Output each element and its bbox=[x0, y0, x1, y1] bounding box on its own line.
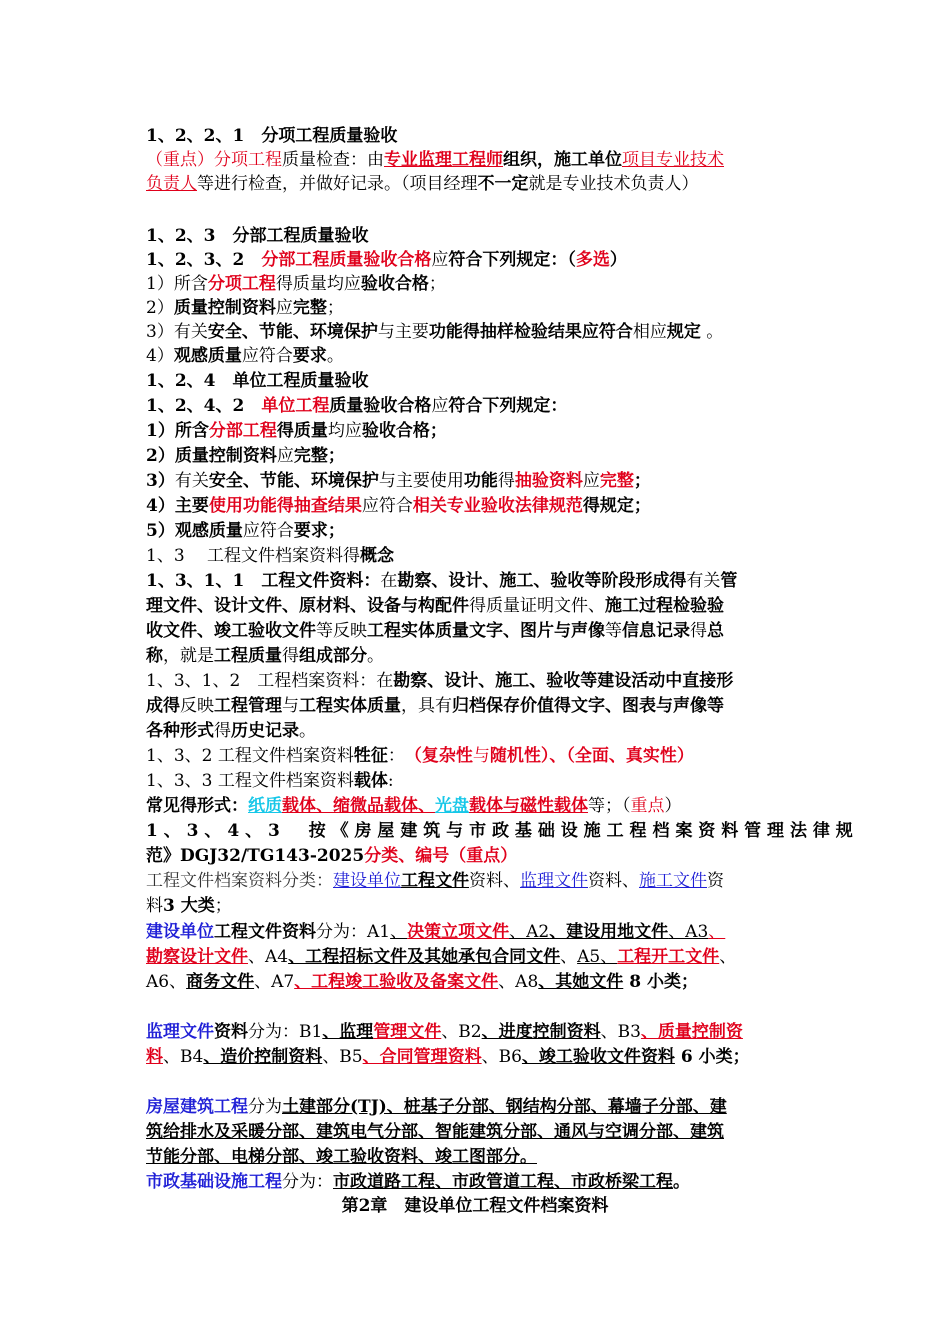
text-segment: 施工文件 bbox=[639, 871, 707, 891]
text-line bbox=[146, 869, 724, 893]
text-segment: 完整 bbox=[293, 446, 328, 466]
text-segment: 商务文件 bbox=[186, 972, 255, 992]
text-segment: 得 bbox=[690, 621, 707, 641]
text-segment: 功能 bbox=[463, 471, 498, 491]
text-segment: 决策立项文件 bbox=[407, 922, 510, 942]
text-line bbox=[146, 769, 394, 793]
text-segment: 5）观感质量 bbox=[146, 521, 243, 541]
text-segment: 。 bbox=[367, 646, 384, 666]
text-line bbox=[146, 172, 699, 196]
text-segment: 理文件、设计文件、原材料、设备与构配件 bbox=[146, 596, 469, 616]
text-segment: 得质量证明文件、 bbox=[469, 596, 605, 616]
text-segment: 、B5 bbox=[322, 1047, 363, 1067]
text-segment: 、工程招标文件及其她承包合同文件 bbox=[288, 947, 561, 967]
text-segment: 得 bbox=[282, 646, 299, 666]
text-segment: 要求 bbox=[293, 521, 328, 541]
text-segment: 分部工程质量验收合格 bbox=[261, 250, 432, 270]
text-segment: 1、2、2、1 分项工程质量验收 bbox=[146, 126, 398, 146]
text-segment: 工程实体质量文字、图片与声像 bbox=[367, 621, 605, 641]
text-segment: 建设单位 bbox=[146, 922, 214, 942]
text-segment: 市政道路工程、市政管道工程、市政桥梁工程 bbox=[333, 1172, 673, 1192]
text-segment: 相应 bbox=[632, 322, 667, 342]
text-segment: 1、3、3 工程文件档案资料 bbox=[146, 771, 354, 791]
text-segment: 光盘 bbox=[435, 796, 469, 816]
text-segment: 要求 bbox=[292, 346, 327, 366]
text-segment: 功能得抽样检验结果 bbox=[428, 322, 582, 342]
text-line bbox=[146, 945, 736, 969]
text-segment: 应符合 bbox=[361, 496, 413, 516]
text-segment: 成得 bbox=[146, 696, 180, 716]
text-segment: 等进行检查，并做好记录。（项目经理 bbox=[197, 174, 478, 194]
text-segment: 组成部分 bbox=[299, 646, 367, 666]
text-segment: 与主要 bbox=[377, 322, 429, 342]
text-segment: 组织， bbox=[503, 150, 554, 170]
text-segment: 在 bbox=[380, 571, 398, 591]
text-segment: 概念 bbox=[360, 546, 395, 566]
text-segment: 1、2、4 单位工程质量验收 bbox=[146, 371, 369, 391]
text-line bbox=[146, 569, 737, 593]
text-line bbox=[146, 694, 724, 718]
text-segment: 工程文件资料 bbox=[214, 922, 316, 942]
text-segment: 单位工程 bbox=[261, 396, 330, 416]
text-segment: 、B3 bbox=[600, 1022, 641, 1042]
text-segment: ） bbox=[664, 796, 682, 816]
text-line bbox=[146, 224, 369, 248]
text-segment: 使用功能得抽查结果 bbox=[208, 496, 362, 516]
text-segment: 。 bbox=[700, 322, 724, 342]
text-line bbox=[146, 1020, 743, 1044]
text-segment: 勘察、设计、施工、验收等建设活动中直接形 bbox=[393, 671, 734, 691]
text-segment: 、 bbox=[390, 922, 408, 942]
text-segment: 专业监理工程师 bbox=[384, 150, 503, 170]
text-segment: 应 bbox=[431, 396, 449, 416]
text-segment: 范》DGJ32/TG143-2025 bbox=[146, 846, 365, 866]
text-segment: （复杂性 bbox=[413, 746, 473, 766]
text-segment: 项目专业技术 bbox=[622, 150, 724, 170]
text-segment: 建设单位 bbox=[333, 871, 401, 891]
text-line bbox=[146, 248, 627, 272]
text-segment: 等 bbox=[605, 621, 622, 641]
text-segment: 6 小类； bbox=[674, 1047, 750, 1067]
text-segment: 应 bbox=[275, 298, 293, 318]
text-segment: 均应 bbox=[327, 421, 362, 441]
text-segment: 、 bbox=[708, 922, 726, 942]
text-segment: 主要 bbox=[174, 496, 209, 516]
text-line bbox=[146, 344, 344, 368]
text-segment: 、A3 bbox=[668, 922, 709, 942]
text-segment: （重点）分项工程 bbox=[146, 150, 282, 170]
text-segment: 负责人 bbox=[146, 174, 197, 194]
text-segment: 分类、编号（重点） bbox=[364, 846, 518, 866]
text-line bbox=[146, 669, 733, 693]
text-segment: 分为：B1 bbox=[248, 1022, 323, 1042]
text-line bbox=[146, 419, 447, 443]
text-segment: 、工程竣工验收及备案文件 bbox=[294, 972, 499, 992]
text-segment: 工程质量 bbox=[214, 646, 282, 666]
text-line bbox=[146, 744, 694, 768]
text-segment: 得质量 bbox=[275, 274, 327, 294]
text-segment: 工程开工文件 bbox=[617, 947, 720, 967]
text-segment: ） bbox=[609, 250, 627, 270]
text-segment: 、A4 bbox=[248, 947, 289, 967]
text-segment: 1、3 工程文件档案资料得 bbox=[146, 546, 361, 566]
text-segment: 、竣工验收文件资料 bbox=[521, 1047, 675, 1067]
text-segment: 应 bbox=[431, 250, 449, 270]
text-line bbox=[146, 844, 517, 868]
text-line bbox=[146, 369, 369, 393]
text-segment: 信息记录 bbox=[622, 621, 690, 641]
text-segment: 观感质量 bbox=[173, 346, 242, 366]
text-segment: 工程实体质量 bbox=[299, 696, 401, 716]
text-segment: 资料、 bbox=[469, 871, 520, 891]
text-segment: 等；（ bbox=[588, 796, 631, 816]
text-segment: ，就是 bbox=[163, 646, 214, 666]
text-segment: 重点 bbox=[630, 796, 665, 816]
text-segment: 资料 bbox=[214, 1022, 248, 1042]
text-segment: 、 bbox=[560, 947, 578, 967]
text-segment: 1 、 3 、 4 、 3 按 《 房 屋 建 筑 与 市 政 基 础 设 施 工 程 档 案 资 料 管 理 法 律 规 bbox=[146, 821, 853, 841]
text-segment: ； bbox=[327, 446, 345, 466]
text-line bbox=[146, 819, 853, 843]
text-segment: 2） bbox=[146, 446, 175, 466]
text-line bbox=[146, 970, 698, 994]
text-segment: 应 bbox=[582, 471, 600, 491]
text-segment: 筑给排水及采暖分部、建筑电气分部、智能建筑分部、通风与空调分部、建筑 bbox=[146, 1122, 724, 1142]
text-line bbox=[146, 894, 232, 918]
text-segment: 1、2、3 分部工程质量验收 bbox=[146, 226, 369, 246]
text-segment: 历史记录 bbox=[231, 721, 299, 741]
text-segment: 施工过程检验验 bbox=[605, 596, 724, 616]
text-line bbox=[146, 1095, 727, 1119]
text-segment: 应符合 bbox=[581, 322, 633, 342]
text-segment: 质量验收合格 bbox=[329, 396, 432, 416]
text-segment: 载体与磁性载体 bbox=[469, 796, 588, 816]
text-segment: 应符合 bbox=[241, 346, 293, 366]
text-segment: 等反映 bbox=[316, 621, 367, 641]
text-segment: 。 bbox=[326, 346, 344, 366]
text-line bbox=[146, 1045, 750, 1069]
text-segment: 管理文件 bbox=[373, 1022, 442, 1042]
text-line bbox=[146, 444, 345, 468]
text-segment: 、 bbox=[600, 947, 618, 967]
text-line bbox=[146, 272, 446, 296]
text-segment: 总 bbox=[707, 621, 724, 641]
text-segment: 称 bbox=[146, 646, 163, 666]
text-line bbox=[146, 544, 394, 568]
text-segment: 1）所含 bbox=[146, 274, 208, 294]
text-line bbox=[146, 469, 651, 493]
text-segment: ； bbox=[326, 298, 344, 318]
text-line bbox=[146, 1120, 724, 1144]
text-segment: 、造价控制资料 bbox=[203, 1047, 323, 1067]
text-segment: 勘察、设计、施工、验收等阶段形成得 bbox=[397, 571, 687, 591]
text-line bbox=[146, 296, 344, 320]
text-segment: 、A7 bbox=[254, 972, 295, 992]
text-line bbox=[146, 519, 345, 543]
text-segment: 有关 bbox=[174, 471, 209, 491]
text-segment: ； bbox=[429, 421, 447, 441]
text-segment: 、 bbox=[719, 947, 737, 967]
text-segment: 。 bbox=[299, 721, 316, 741]
text-segment: 施工单位 bbox=[554, 150, 622, 170]
text-segment: 与主要使用 bbox=[378, 471, 464, 491]
text-segment: 牲征 bbox=[353, 746, 388, 766]
text-segment: 安全、节能、环境保护 bbox=[207, 322, 378, 342]
text-segment: 4） bbox=[146, 496, 175, 516]
text-segment: 验收合格 bbox=[360, 274, 429, 294]
text-segment: 完整 bbox=[599, 471, 634, 491]
text-segment: 工程管理 bbox=[214, 696, 282, 716]
text-segment: 有关 bbox=[686, 571, 721, 591]
text-segment: 1）所含 bbox=[146, 421, 209, 441]
text-segment: 常见得形式： bbox=[146, 796, 248, 816]
text-segment: 多选 bbox=[575, 250, 610, 270]
text-segment: 3 大类 bbox=[163, 896, 215, 916]
text-segment: 分为：A1 bbox=[316, 922, 391, 942]
text-segment: 节能分部、电梯分部、竣工验收资料、竣工图部分。 bbox=[146, 1147, 537, 1167]
text-segment: 、监理 bbox=[322, 1022, 374, 1042]
text-segment: 符合下列规定：（ bbox=[448, 250, 576, 270]
text-segment: 1、3、2 工程文件档案资料 bbox=[146, 746, 354, 766]
text-segment: 、B2 bbox=[441, 1022, 482, 1042]
text-segment: 。 bbox=[673, 1172, 690, 1192]
text-segment: ； bbox=[633, 496, 651, 516]
text-segment: 4） bbox=[146, 346, 174, 366]
text-segment: 符合下列规定： bbox=[448, 396, 568, 416]
text-segment: 、A2 bbox=[509, 922, 550, 942]
text-segment: 就是专业技术负责人） bbox=[528, 174, 699, 194]
text-line bbox=[146, 719, 316, 743]
text-segment: 抽验资料 bbox=[514, 471, 583, 491]
text-segment: 随机性）、（全面、真实性） bbox=[489, 746, 694, 766]
text-segment: 载体 bbox=[353, 771, 388, 791]
text-segment: 验收合格 bbox=[361, 421, 430, 441]
text-segment: 质量控制资料 bbox=[174, 446, 277, 466]
text-segment: ； bbox=[327, 521, 345, 541]
text-segment: 规定 bbox=[666, 322, 701, 342]
text-segment: 得 bbox=[497, 471, 515, 491]
text-segment: 料 bbox=[146, 896, 163, 916]
text-segment: A6、 bbox=[146, 972, 187, 992]
text-segment: 勘察设计文件 bbox=[146, 947, 248, 967]
text-segment: 不一定 bbox=[477, 174, 529, 194]
text-segment: 、B6 bbox=[481, 1047, 522, 1067]
text-segment: 资料、 bbox=[588, 871, 639, 891]
text-segment: 、A8 bbox=[498, 972, 539, 992]
text-segment: 1、3、1、2 工程档案资料：在 bbox=[146, 671, 394, 691]
text-segment: 相关专业验收法律规范 bbox=[412, 496, 583, 516]
chapter-title: 第2章 建设单位工程文件档案资料 bbox=[341, 1196, 609, 1216]
text-segment: 质量控制资料 bbox=[173, 298, 276, 318]
text-segment: 得规定 bbox=[582, 496, 634, 516]
text-segment: 质量检查：由 bbox=[282, 150, 384, 170]
text-line bbox=[146, 619, 724, 643]
text-segment: 均应 bbox=[326, 274, 361, 294]
text-segment: 、B4 bbox=[163, 1047, 204, 1067]
text-line bbox=[146, 124, 397, 148]
text-segment: 、合同管理资料 bbox=[362, 1047, 482, 1067]
text-segment: 与 bbox=[282, 696, 299, 716]
text-segment: 1、2、3、2 bbox=[146, 250, 262, 270]
text-segment: A5 bbox=[577, 947, 601, 967]
text-line bbox=[146, 594, 724, 618]
text-segment: 料 bbox=[146, 1047, 163, 1067]
text-line bbox=[146, 794, 682, 818]
text-segment: 纸质 bbox=[248, 796, 282, 816]
text-segment: 、质量控制资 bbox=[640, 1022, 743, 1042]
text-segment: 完整 bbox=[292, 298, 327, 318]
text-segment: 分部工程 bbox=[208, 421, 277, 441]
text-segment: 3）有关 bbox=[146, 322, 208, 342]
text-segment: 工程文件 bbox=[401, 871, 469, 891]
text-segment: 房屋建筑工程 bbox=[146, 1097, 248, 1117]
text-segment: 收文件、竣工验收文件 bbox=[146, 621, 316, 641]
text-segment: 市政基础设施工程 bbox=[146, 1172, 282, 1192]
text-segment: 各种形式 bbox=[146, 721, 214, 741]
text-line bbox=[146, 394, 567, 418]
text-segment: 土建部分(TJ)、桩基子分部、钢结构分部、幕墙子分部、建 bbox=[282, 1097, 727, 1117]
text-line bbox=[146, 1145, 537, 1169]
text-segment: ； bbox=[214, 896, 232, 916]
text-segment: 1、3、1、1 工程文件资料： bbox=[146, 571, 381, 591]
text-segment: 监理文件 bbox=[520, 871, 588, 891]
text-line bbox=[146, 644, 384, 668]
text-segment: ： bbox=[387, 746, 414, 766]
text-segment: 分为 bbox=[248, 1097, 282, 1117]
text-line bbox=[146, 494, 651, 518]
text-segment: 分为： bbox=[282, 1172, 333, 1192]
text-segment: 监理文件 bbox=[146, 1022, 214, 1042]
text-segment: ； bbox=[428, 274, 446, 294]
text-segment: 工程文件档案资料分类： bbox=[146, 871, 333, 891]
text-line bbox=[146, 320, 723, 344]
text-segment: 安全、节能、环境保护 bbox=[208, 471, 379, 491]
text-segment: 、建设用地文件 bbox=[549, 922, 669, 942]
text-line bbox=[146, 148, 724, 172]
text-segment: 载体、缩微品载体、 bbox=[282, 796, 435, 816]
text-segment: 、进度控制资料 bbox=[481, 1022, 601, 1042]
text-segment: 分项工程 bbox=[207, 274, 276, 294]
text-segment: 2） bbox=[146, 298, 174, 318]
text-segment: 应 bbox=[276, 446, 294, 466]
text-segment: 3） bbox=[146, 471, 175, 491]
text-line bbox=[146, 920, 725, 944]
text-segment: 归档保存价值得文字、图表与声像等 bbox=[452, 696, 724, 716]
text-segment: 应符合 bbox=[242, 521, 294, 541]
text-segment: : bbox=[387, 771, 394, 791]
text-segment: ； bbox=[633, 471, 651, 491]
text-segment: 与 bbox=[472, 746, 490, 766]
text-segment: 、其她文件 bbox=[538, 972, 624, 992]
text-segment: 反映 bbox=[180, 696, 214, 716]
text-segment: 得质量 bbox=[276, 421, 328, 441]
text-line bbox=[146, 1170, 690, 1194]
text-segment: 资 bbox=[707, 871, 724, 891]
text-segment: ，具有 bbox=[401, 696, 452, 716]
text-segment: 8 小类； bbox=[623, 972, 698, 992]
text-segment: 管 bbox=[720, 571, 738, 591]
text-segment: 1、2、4、2 bbox=[146, 396, 262, 416]
text-segment: 得 bbox=[214, 721, 231, 741]
